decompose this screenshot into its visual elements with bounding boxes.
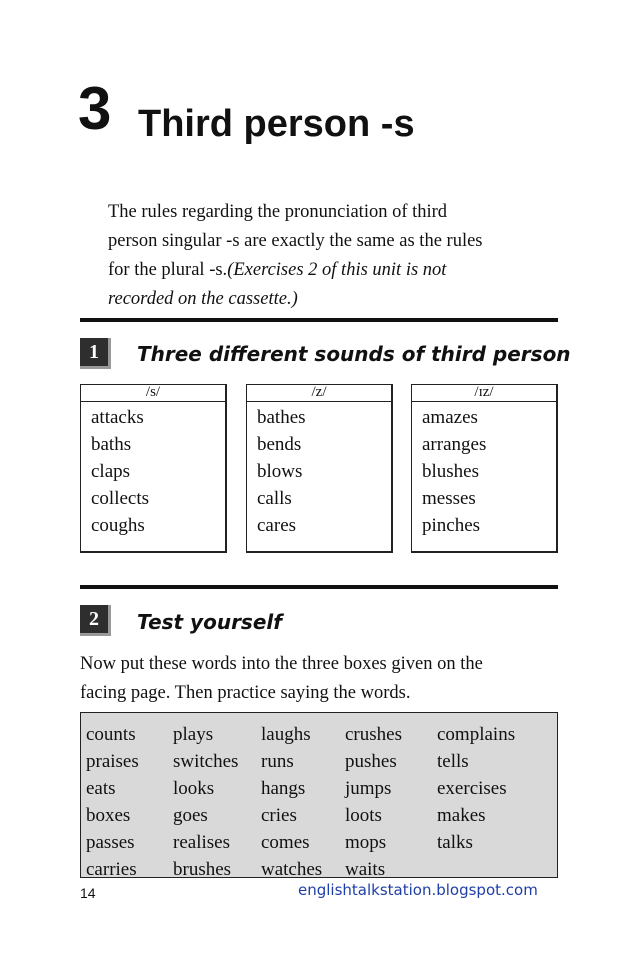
instruction-paragraph: [80, 650, 580, 708]
sound-word: cares: [257, 515, 297, 536]
section-2-number-badge: 2: [80, 605, 111, 636]
grid-word: jumps: [345, 778, 392, 799]
sound-heading-z: /z/: [247, 385, 391, 402]
grid-word: eats: [86, 778, 116, 799]
page-number: 14: [80, 885, 96, 901]
section-2-title: Test yourself: [137, 610, 282, 634]
grid-word: comes: [261, 832, 310, 853]
grid-word: tells: [437, 751, 469, 772]
intro-line-4: [108, 285, 568, 314]
sound-box-iz: [411, 384, 558, 553]
sound-word-list-z: [247, 402, 391, 539]
sound-word: coughs: [91, 515, 145, 536]
sound-box-s: [80, 384, 227, 553]
sound-word: amazes: [422, 407, 478, 428]
chapter-number: 3: [78, 75, 111, 142]
sound-word: blows: [257, 461, 303, 482]
section-1-divider: [80, 318, 558, 322]
grid-word: pushes: [345, 751, 397, 772]
instruction-line-1: Now put these words into the three boxes given on the: [80, 654, 483, 674]
grid-word: switches: [173, 751, 239, 772]
grid-word: hangs: [261, 778, 306, 799]
intro-line-3-italic: (Exercises 2 of this unit is not: [227, 260, 447, 280]
sound-word: calls: [257, 488, 292, 509]
grid-word: crushes: [345, 724, 402, 745]
grid-word: complains: [437, 724, 516, 745]
grid-word: makes: [437, 805, 486, 826]
sound-word: bends: [257, 434, 302, 455]
grid-word: plays: [173, 724, 214, 745]
intro-paragraph: [108, 198, 568, 314]
grid-word: counts: [86, 724, 136, 745]
grid-word: mops: [345, 832, 387, 853]
intro-line-3: [108, 256, 568, 285]
sound-word: baths: [91, 434, 132, 455]
grid-word: praises: [86, 751, 139, 772]
intro-line-1: The rules regarding the pronunciation of third: [108, 202, 448, 222]
sound-word: arranges: [422, 434, 487, 455]
grid-word: carries: [86, 859, 137, 878]
grid-word: watches: [261, 859, 323, 878]
sound-heading-iz: /ɪz/: [412, 385, 556, 402]
grid-word: cries: [261, 805, 297, 826]
sound-word-list-iz: [412, 402, 556, 539]
grid-word: goes: [173, 805, 208, 826]
section-1-title: Three different sounds of third person: [137, 342, 571, 366]
grid-word: passes: [86, 832, 135, 853]
sound-word: attacks: [91, 407, 144, 428]
grid-word: loots: [345, 805, 382, 826]
intro-line-3-plain: for the plural -s.: [108, 260, 228, 280]
intro-line-4-italic: recorded on the cassette.): [108, 289, 298, 309]
sound-word: claps: [91, 461, 131, 482]
section-2-divider: [80, 585, 558, 589]
grid-word: talks: [437, 832, 473, 853]
sound-word: bathes: [257, 407, 306, 428]
sound-word: collects: [91, 488, 150, 509]
grid-word: boxes: [86, 805, 131, 826]
grid-word: laughs: [261, 724, 311, 745]
sound-word-list-s: [81, 402, 225, 539]
section-1-number-badge: 1: [80, 338, 111, 369]
word-grid-box: [80, 712, 558, 878]
footer-link[interactable]: englishtalkstation.blogspot.com: [298, 881, 538, 899]
instruction-line-2: facing page. Then practice saying the words.: [80, 683, 411, 703]
sound-word: pinches: [422, 515, 481, 536]
grid-word: brushes: [173, 859, 232, 878]
grid-word: runs: [261, 751, 294, 772]
grid-word: looks: [173, 778, 215, 799]
sound-word: blushes: [422, 461, 479, 482]
intro-line-2: person singular -s are exactly the same as the rules: [108, 231, 483, 251]
grid-word: waits: [345, 859, 386, 878]
grid-word: exercises: [437, 778, 507, 799]
sound-box-z: [246, 384, 393, 553]
grid-word: realises: [173, 832, 230, 853]
chapter-title: Third person -s: [138, 103, 415, 145]
sound-heading-s: /s/: [81, 385, 225, 402]
sound-word: messes: [422, 488, 476, 509]
